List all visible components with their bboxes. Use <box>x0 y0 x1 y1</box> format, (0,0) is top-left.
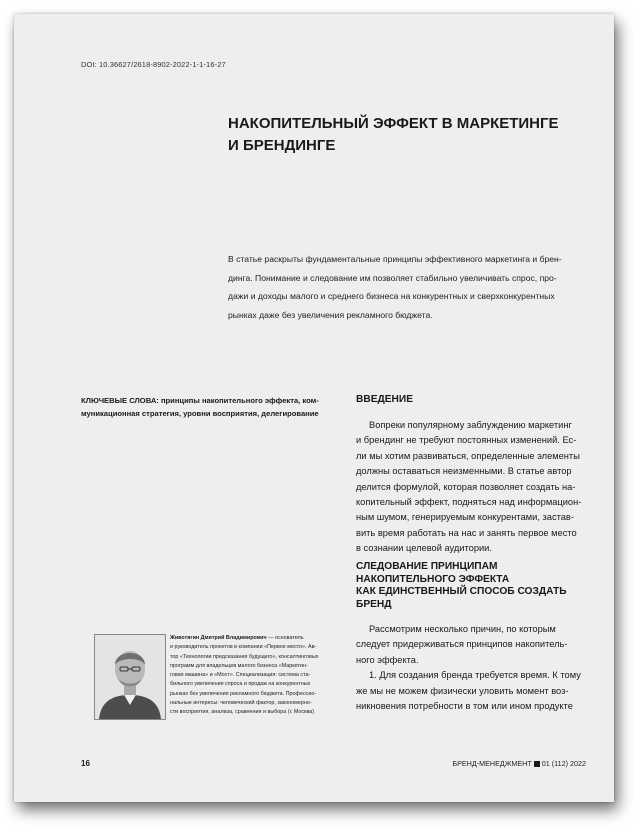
paragraph-line: никновения потребности в том или ином продукте <box>356 701 573 712</box>
author-bio-lead: — основатель <box>266 635 304 641</box>
page-number: 16 <box>81 759 90 768</box>
paragraph-line: делится формулой, которая позволяет создать на- <box>356 481 576 492</box>
paragraph-line: 1. Для создания бренда требуется время. К тому <box>369 670 581 681</box>
paragraph-line: ного эффекта. <box>356 654 419 665</box>
section-heading-line: НАКОПИТЕЛЬНОГО ЭФФЕКТА <box>356 573 510 585</box>
author-portrait-icon <box>95 635 165 719</box>
section-heading-line: БРЕНД <box>356 598 392 610</box>
paragraph-line: копительный эффект, подняться над информацион- <box>356 497 582 508</box>
principles-text <box>356 622 606 714</box>
doi-label: DOI: 10.36627/2618-8902-2022-1-1-16-27 <box>81 60 226 69</box>
section-heading-line: КАК ЕДИНСТВЕННЫЙ СПОСОБ СОЗДАТЬ <box>356 586 567 598</box>
journal-name: БРЕНД-МЕНЕДЖМЕНТ <box>452 759 532 768</box>
journal-issue: 01 (112) 2022 <box>541 759 586 768</box>
paragraph-line: и брендинг не требуют постоянных изменений. Ес- <box>356 435 577 446</box>
paragraph-line: следует придерживаться принципов накопитель- <box>356 639 568 650</box>
paragraph-line: же мы не можем физически уловить момент воз- <box>356 685 569 696</box>
author-bio-line: рынках без увеличения рекламного бюджета. Профессио- <box>170 690 317 697</box>
paragraph-line: в сознании целевой аудитории. <box>356 543 492 554</box>
author-bio-line: программ для владельцев малого бизнеса «Маркетин- <box>170 662 308 669</box>
section-heading-principles <box>356 561 606 611</box>
keywords-line: муникационная стратегия, уровни восприятия, делегирование <box>81 409 319 418</box>
paragraph-line: Вопреки популярному заблуждению маркетинг <box>369 420 572 430</box>
keywords-line: КЛЮЧЕВЫЕ СЛОВА: принципы накопительного эффекта, ком- <box>81 396 319 405</box>
author-photo <box>94 634 166 720</box>
article-title <box>228 113 588 157</box>
paragraph-line: ли мы хотим развиваться, определенные элементы <box>356 450 580 461</box>
author-bio-line: говая машина» и «Мост». Специализация: система ста- <box>170 672 311 679</box>
title-line: НАКОПИТЕЛЬНЫЙ ЭФФЕКТ В МАРКЕТИНГЕ <box>228 115 559 132</box>
author-bio <box>170 634 346 718</box>
keywords <box>81 394 343 420</box>
introduction-text <box>356 418 606 557</box>
author-bio-line: бильного увеличения спроса и продаж на конкурентных <box>170 681 311 688</box>
section-heading-line: ВВЕДЕНИЕ <box>356 394 414 405</box>
section-heading-line: СЛЕДОВАНИЕ ПРИНЦИПАМ <box>356 561 498 572</box>
title-line: И БРЕНДИНГЕ <box>228 137 336 154</box>
paragraph-line: ным шумом, генерируемым конкурентами, застав- <box>356 512 574 523</box>
journal-page <box>14 14 614 802</box>
paragraph-line: Рассмотрим несколько причин, по которым <box>369 624 556 634</box>
abstract-line: рынках даже без увеличения рекламного бюджета. <box>228 309 433 320</box>
author-bio-line: нальные интересы: человеческий фактор, закономерно- <box>170 700 312 707</box>
abstract <box>228 250 600 324</box>
abstract-line: дажи и доходы малого и среднего бизнеса на конкурентных и сверхконкурентных <box>228 291 555 301</box>
paragraph-line: вить время работать на нас и занять первое место <box>356 527 577 538</box>
author-name: Животягин Дмитрий Владимирович <box>170 635 267 641</box>
square-separator-icon <box>534 761 540 767</box>
author-bio-line: и руководитель проектов в компании «Первое место». Ав- <box>170 644 317 651</box>
author-bio-line: сти восприятия, анализа, сравнения и выбора (г. Москва) <box>170 709 315 716</box>
abstract-line: динга. Понимание и следование им позволяет стабильно увеличивать спрос, про- <box>228 272 557 283</box>
abstract-line: В статье раскрыты фундаментальные принципы эффективного маркетинга и брен- <box>228 254 562 264</box>
paragraph-line: должны оставаться неизменными. В статье автор <box>356 466 572 477</box>
section-heading-introduction <box>356 394 606 407</box>
author-bio-first-line <box>170 634 346 643</box>
journal-footer <box>452 759 586 768</box>
author-bio-line: тор «Технологии предсказания будущего», консалтинговых <box>170 653 319 660</box>
